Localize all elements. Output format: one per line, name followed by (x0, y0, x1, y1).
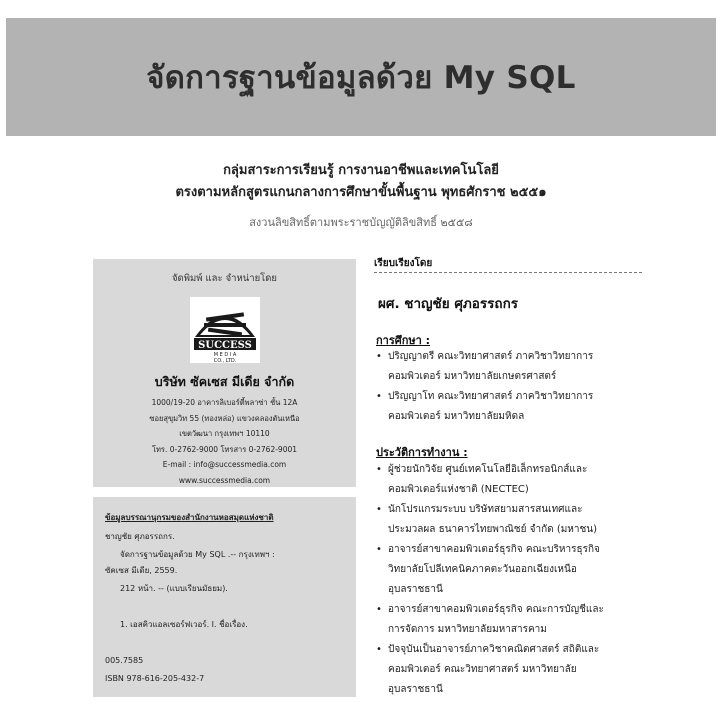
publisher-address-2: ซอยสุขุมวิท 55 (ทองหล่อ) แขวงคลองตันเหนือ (149, 413, 300, 423)
subtitle-line-2: ตรงตามหลักสูตรแกนกลางการศึกษาขั้นพื้นฐาน พุทธศักราช ๒๕๕๑ (175, 185, 547, 200)
bullet: • (376, 464, 382, 475)
publisher-phone: โทร. 0-2762-9000 โทรสาร 0-2762-9001 (151, 444, 298, 454)
publisher-box (93, 259, 356, 487)
bullet: • (376, 391, 382, 402)
catalog-isbn: ISBN 978-616-205-432-7 (105, 674, 205, 683)
subtitle-line-1: กลุ่มสาระการเรียนรู้ การงานอาชีพและเทคโนโลยี (223, 163, 499, 178)
catalog-author: ชาญชัย ศุภอรรถกร. (105, 532, 175, 541)
publisher-email: E-mail : info@successmedia.com (162, 460, 287, 470)
catalog-line-2: ซัคเซส มีเดีย, 2559. (105, 566, 178, 575)
list-item: • นักโปรแกรมระบบ บริษัทสยามสารสนเทศและ ประมวลผล ธนาคารไทยพาณิชย์ จำกัด (มหาชน) (376, 500, 676, 540)
catalog-class-number: 005.7585 (105, 656, 144, 665)
author-label: เรียบเรียงโดย (374, 258, 433, 269)
copyright-notice: สงวนลิขสิทธิ์ตามพระราชบัญญัติลิขสิทธิ์ ๒๕๕๘ (249, 216, 473, 229)
publisher-address-3: เขตวัฒนา กรุงเทพฯ 10110 (179, 429, 270, 439)
svg-text:SUCCESS: SUCCESS (197, 340, 252, 351)
work-heading: ประวัติการทำงาน : (376, 446, 468, 459)
svg-text:M E D I A: M E D I A (213, 352, 236, 358)
title-banner (6, 18, 716, 136)
list-item: • ปริญญาโท คณะวิทยาศาสตร์ ภาควิชาวิทยาการ คอมพิวเตอร์ มหาวิทยาลัยมหิดล (376, 387, 676, 427)
bullet: • (376, 604, 382, 615)
publisher-address-1: 1000/19-20 อาคารลิเบอร์ตี้พลาซ่า ชั้น 12A (151, 398, 298, 407)
success-media-logo (190, 297, 260, 363)
bullet: • (376, 644, 382, 655)
education-heading: การศึกษา : (376, 334, 431, 347)
list-item: • ปริญญาตรี คณะวิทยาศาสตร์ ภาควิชาวิทยาการ คอมพิวเตอร์ มหาวิทยาลัยเกษตรศาสตร์ (376, 347, 676, 387)
bullet: • (376, 544, 382, 555)
svg-text:CO., LTD.: CO., LTD. (213, 358, 236, 363)
divider (374, 272, 642, 273)
catalog-box (93, 497, 356, 697)
catalog-line-3: 212 หน้า. -- (แบบเรียนมัธยม). (120, 584, 228, 593)
publisher-heading: จัดพิมพ์ และ จำหน่ายโดย (171, 273, 277, 284)
author-name: ผศ. ชาญชัย ศุภอรรถกร (378, 296, 519, 312)
list-item: • อาจารย์สาขาคอมพิวเตอร์ธุรกิจ คณะบริหารธุรกิจ วิทยาลัยโปลีเทคนิคภาคตะวันออกเฉียงเหนือ อุบลราชธานี (376, 540, 676, 600)
catalog-title: ข้อมูลบรรณานุกรมของสำนักงานหอสมุดแห่งชาติ (105, 513, 274, 522)
list-item: • ผู้ช่วยนักวิจัย ศูนย์เทคโนโลยีอิเล็กทรอนิกส์และ คอมพิวเตอร์แห่งชาติ (NECTEC) (376, 460, 676, 500)
list-item: • ปัจจุบันเป็นอาจารย์ภาควิชาคณิตศาสตร์ สถิติและ คอมพิวเตอร์ คณะวิทยาศาสตร์ มหาวิทยาลัย อุบลราชธานี (376, 640, 676, 700)
bullet: • (376, 504, 382, 515)
catalog-line-1: จัดการฐานข้อมูลด้วย My SQL .-- กรุงเทพฯ : (120, 550, 275, 559)
catalog-subjects: 1. เอสคิวแอลเซอร์ฟเวอร์. I. ชื่อเรื่อง. (120, 620, 248, 629)
publisher-name: บริษัท ซัคเซส มีเดีย จำกัด (154, 374, 295, 389)
list-item: • อาจารย์สาขาคอมพิวเตอร์ธุรกิจ คณะการบัญชีและ การจัดการ มหาวิทยาลัยมหาสารคาม (376, 600, 676, 640)
publisher-website: www.successmedia.com (178, 475, 271, 485)
bullet: • (376, 351, 382, 362)
book-title: จัดการฐานข้อมูลด้วย My SQL (146, 60, 576, 96)
